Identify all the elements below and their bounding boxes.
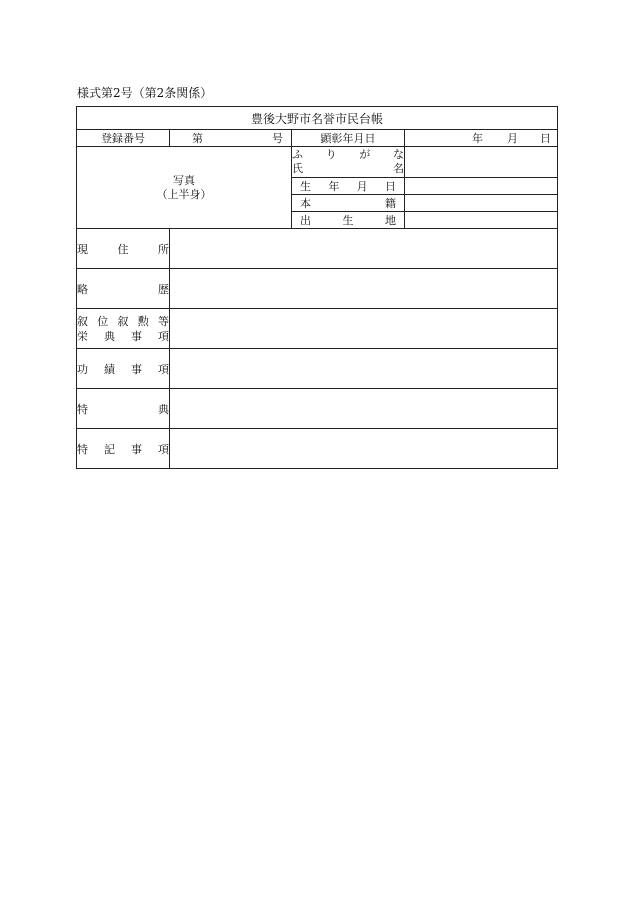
number-prefix: 第 <box>192 132 203 145</box>
month-unit: 月 <box>507 132 519 145</box>
birthplace-label: 出 生 地 <box>292 212 405 229</box>
number-suffix: 号 <box>272 132 283 145</box>
honseki-field[interactable] <box>405 195 558 212</box>
furigana-label: ふ り が な <box>292 148 404 161</box>
birth-date-label: 生 年 月 日 <box>292 178 405 195</box>
birth-date-field[interactable] <box>405 178 558 195</box>
honseki-label: 本 籍 <box>292 195 405 212</box>
form-label: 様式第2号（第2条関係） <box>77 86 213 100</box>
name-label: 氏 名 <box>292 162 404 175</box>
register-form-table <box>76 106 558 469</box>
name-label-cell <box>292 147 405 178</box>
photo-note: （上半身） <box>156 187 212 201</box>
honors-label: 叙 位 叙 勲 等 栄 典 事 項 <box>77 309 170 349</box>
honors-field[interactable] <box>170 309 558 349</box>
privileges-label: 特 典 <box>77 389 170 429</box>
photo-area[interactable] <box>77 147 292 229</box>
address-label: 現 住 所 <box>77 229 170 269</box>
photo-label: 写真 <box>173 173 195 187</box>
notes-field[interactable] <box>170 429 558 469</box>
registration-number-field[interactable] <box>170 130 292 147</box>
year-unit: 年 <box>472 132 484 145</box>
history-label: 略 歴 <box>77 269 170 309</box>
notes-label: 特 記 事 項 <box>77 429 170 469</box>
birthplace-field[interactable] <box>405 212 558 229</box>
commendation-date-field[interactable] <box>405 130 558 147</box>
day-unit: 日 <box>540 132 552 145</box>
name-field[interactable] <box>405 147 558 178</box>
history-field[interactable] <box>170 269 558 309</box>
registration-number-label: 登録番号 <box>77 130 170 147</box>
privileges-field[interactable] <box>170 389 558 429</box>
address-field[interactable] <box>170 229 558 269</box>
form-title: 豊後大野市名誉市民台帳 <box>77 107 558 130</box>
merits-label: 功 績 事 項 <box>77 349 170 389</box>
merits-field[interactable] <box>170 349 558 389</box>
commendation-date-label: 顕彰年月日 <box>292 130 405 147</box>
